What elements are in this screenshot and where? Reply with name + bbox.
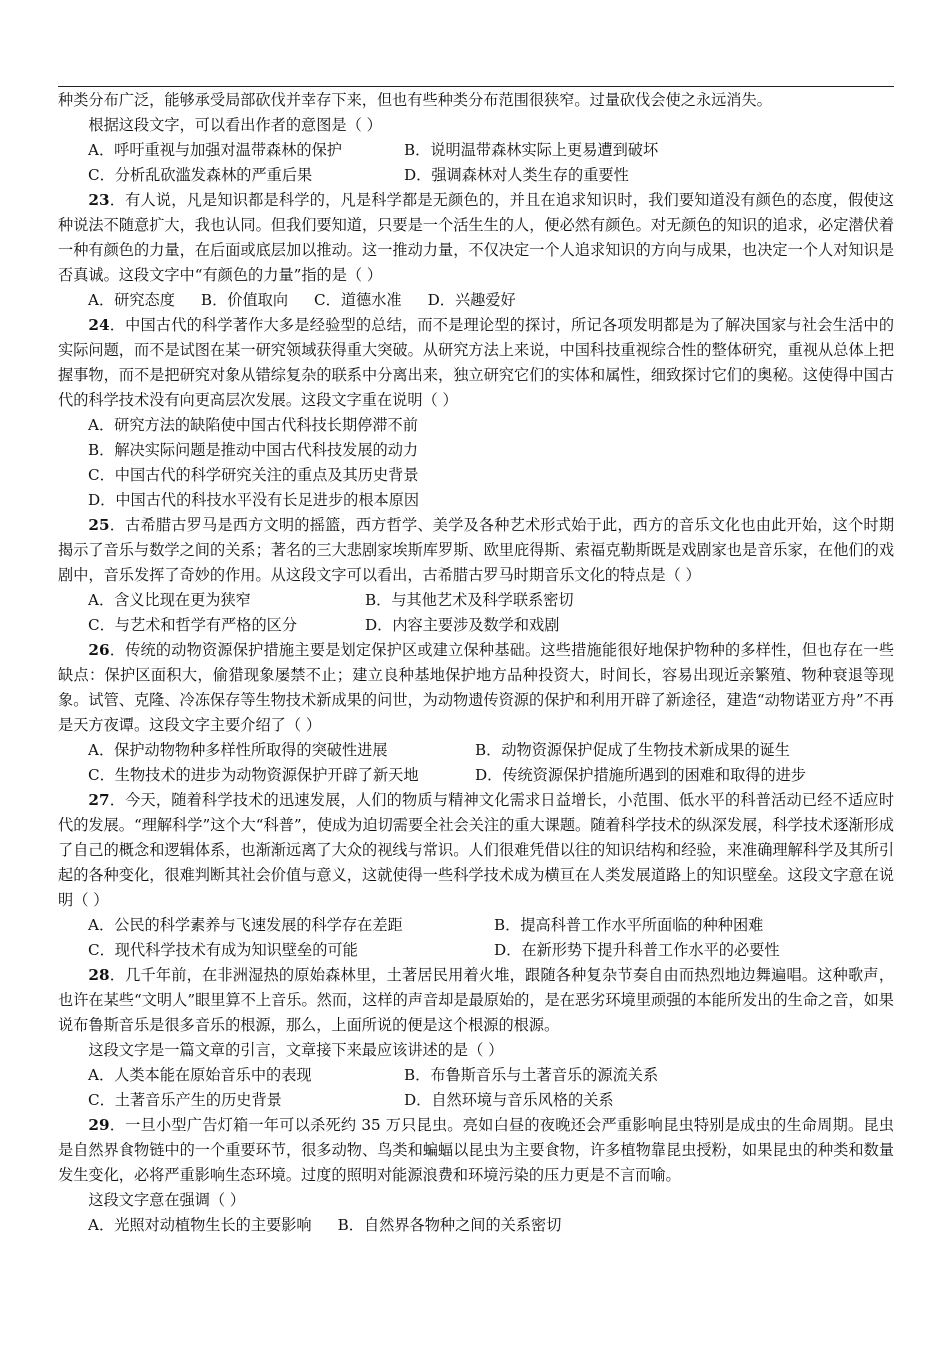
q25-option-d[interactable]: D．内容主要涉及数学和戏剧 [365,616,560,634]
question-23 [58,188,894,313]
q28-option-d[interactable]: D．自然环境与音乐风格的关系 [404,1091,614,1109]
q24-option-b[interactable]: B．解决实际问题是推动中国古代科技发展的动力 [88,441,419,459]
q25-options-row-1 [58,588,894,613]
q22-option-b[interactable]: B．说明温带森林实际上更易遭到破坏 [404,141,659,159]
q26-options-row-1 [58,738,894,763]
question-26 [58,638,894,788]
question-28 [58,963,894,1113]
q22-option-a[interactable]: A．呼吁重视与加强对温带森林的保护 [88,141,342,159]
q27-passage [58,788,894,913]
q22-option-c[interactable]: C．分析乱砍滥发森林的严重后果 [88,166,313,184]
q26-number: 26 [88,641,110,659]
q23-number: 23 [88,191,110,209]
q23-option-d[interactable]: D．兴趣爱好 [427,291,516,309]
q28-option-a[interactable]: A．人类本能在原始音乐中的表现 [88,1066,312,1084]
q22-option-d[interactable]: D．强调森林对人类生存的重要性 [404,166,629,184]
q24-passage [58,313,894,413]
q26-option-c[interactable]: C．生物技术的进步为动物资源保护开辟了新天地 [88,766,419,784]
question-22 [58,88,894,188]
q29-text: ．一旦小型广告灯箱一年可以杀死约 35 万只昆虫。亮如白昼的夜晚还会严重影响昆虫特别是成虫的生命周期。昆虫是自然界食物链中的一个重要环节，很多动物、鸟类和蝙蝠以昆虫为主要食物，许多植物靠昆虫授粉，如果昆虫的种类和数量发生变化，必将严重影响生态环境。过度的照明对能源浪费和环境污染的压力更是不言而喻。 [58,1116,894,1184]
question-24 [58,313,894,513]
q27-option-c[interactable]: C．现代科学技术有成为知识壁垒的可能 [88,941,358,959]
q25-option-c[interactable]: C．与艺术和哲学有严格的区分 [88,616,298,634]
q28-question: 这段文字是一篇文章的引言，文章接下来最应该讲述的是（ ） [88,1041,504,1059]
q28-number: 28 [88,966,110,984]
q26-option-a[interactable]: A．保护动物物种多样性所取得的突破性进展 [88,741,388,759]
question-29 [58,1113,894,1238]
q26-option-b[interactable]: B．动物资源保护促成了生物技术新成果的诞生 [475,741,790,759]
q29-options-row-1 [58,1213,894,1238]
q22-question: 根据这段文字，可以看出作者的意图是（ ） [88,116,382,134]
q27-option-a[interactable]: A．公民的科学素养与飞速发展的科学存在差距 [88,916,403,934]
q25-option-a[interactable]: A．含义比现在更为狭窄 [88,591,251,609]
q26-text: ．传统的动物资源保护措施主要是划定保护区或建立保种基础。这些措施能很好地保护物种的多样性，但也存在一些缺点：保护区面积大，偷猎现象屡禁不止；建立良种基地保护地方品种投资大，时间长，容易出现近亲繁殖、物种衰退等现象。试管、克隆、冷冻保存等生物技术新成果的问世，为动物遗传资源的保护和利用开辟了新途径，建造“动物诺亚方舟”不再是天方夜谭。这段文字主要介绍了（ ） [58,641,894,734]
q23-passage [58,188,894,288]
question-25 [58,513,894,638]
q27-number: 27 [88,791,110,809]
q28-text: ．几千年前，在非洲湿热的原始森林里，土著居民用着火堆，跟随各种复杂节奏自由而热烈地边舞遍唱。这种歌声，也许在某些“文明人”眼里算不上音乐。然而，这样的声音却是最原始的，是在恶劣环境里顽强的本能所发出的生命之音，如果说布鲁斯音乐是很多音乐的根源，那么，上面所说的便是这个根源的根源。 [58,966,894,1034]
q28-passage [58,963,894,1038]
q28-options-row-2 [58,1088,894,1113]
q24-option-d[interactable]: D．中国古代的科技水平没有长足进步的根本原因 [88,491,420,509]
q27-options-row-1 [58,913,894,938]
document-page [58,86,894,1238]
q27-options-row-2 [58,938,894,963]
q27-text: ．今天，随着科学技术的迅速发展，人们的物质与精神文化需求日益增长，小范围、低水平的科普活动已经不适应时代的发展。“理解科学”这个大“科普”，使成为迫切需要全社会关注的重大课题。随着科学技术的纵深发展，科学技术逐渐形成了自己的概念和逻辑体系，也渐渐远离了大众的视线与常识。人们很难凭借以往的知识结构和经验，来准确理解科学及其所引起的各种变化，很难判断其社会价值与意义，这就使得一些科学技术成为横亘在人类发展道路上的知识壁垒。这段文字意在说明（ ） [58,791,894,909]
q29-number: 29 [88,1116,110,1134]
q29-passage [58,1113,894,1188]
q28-option-c[interactable]: C．土著音乐产生的历史背景 [88,1091,282,1109]
q23-option-a[interactable]: A．研究态度 [88,291,175,309]
q25-passage [58,513,894,588]
q24-option-a[interactable]: A．研究方法的缺陷使中国古代科技长期停滞不前 [88,416,418,434]
q25-text: ．古希腊古罗马是西方文明的摇篮，西方哲学、美学及各种艺术形式始于此，西方的音乐文化也由此开始，这个时期揭示了音乐与数学之间的关系；著名的三大悲剧家埃斯库罗斯、欧里庇得斯、索福克勒斯既是戏剧家也是音乐家，在他们的戏剧中，音乐发挥了奇妙的作用。从这段文字可以看出，古希腊古罗马时期音乐文化的特点是（ ） [58,516,894,584]
q24-option-c[interactable]: C．中国古代的科学研究关注的重点及其历史背景 [88,466,419,484]
q26-option-d[interactable]: D．传统资源保护措施所遇到的困难和取得的进步 [475,766,807,784]
q29-question: 这段文字意在强调（ ） [88,1191,246,1209]
q24-number: 24 [88,316,110,334]
q22-options-row-2 [58,163,894,188]
q27-option-b[interactable]: B．提高科普工作水平所面临的种种困难 [494,916,764,934]
q27-option-d[interactable]: D．在新形势下提升科普工作水平的必要性 [494,941,780,959]
q26-options-row-2 [58,763,894,788]
q29-option-b[interactable]: B．自然界各物种之间的关系密切 [337,1216,562,1234]
q29-option-a[interactable]: A．光照对动植物生长的主要影响 [88,1216,312,1234]
q24-text: ．中国古代的科学著作大多是经验型的总结，而不是理论型的探讨，所记各项发明都是为了解决国家与社会生活中的实际问题，而不是试图在某一研究领域获得重大突破。从研究方法上来说，中国科技重视综合性的整体研究，重视从总体上把握事物，而不是把研究对象从错综复杂的联系中分离出来，独立研究它们的实体和属性，细致探讨它们的奥秘。这使得中国古代的科学技术没有向更高层次发展。这段文字重在说明（ ） [58,316,894,409]
q28-options-row-1 [58,1063,894,1088]
q23-option-c[interactable]: C．道德水准 [314,291,402,309]
q23-text: ．有人说，凡是知识都是科学的，凡是科学都是无颜色的，并且在追求知识时，我们要知道没有颜色的态度，假使这种说法不随意扩大，我也认同。但我们要知道，只要是一个活生生的人，便必然有颜色。对无颜色的知识的追求，必定潜伏着一种有颜色的力量，在后面或底层加以推动。这一推动力量，不仅决定一个人追求知识的方向与成果，也决定一个人对知识是否真诚。这段文字中“有颜色的力量”指的是（ ） [58,191,894,284]
question-27 [58,788,894,963]
q28-option-b[interactable]: B．布鲁斯音乐与土著音乐的源流关系 [404,1066,659,1084]
q23-options-row [58,288,894,313]
q22-options-row-1 [58,138,894,163]
q23-option-b[interactable]: B．价值取向 [200,291,289,309]
q25-number: 25 [88,516,110,534]
q22-passage-tail: 种类分布广泛，能够承受局部砍伐并幸存下来，但也有些种类分布范围很狭窄。过量砍伐会使之永远消失。 [58,91,772,109]
q25-options-row-2 [58,613,894,638]
q25-option-b[interactable]: B．与其他艺术及科学联系密切 [365,591,574,609]
q26-passage [58,638,894,738]
